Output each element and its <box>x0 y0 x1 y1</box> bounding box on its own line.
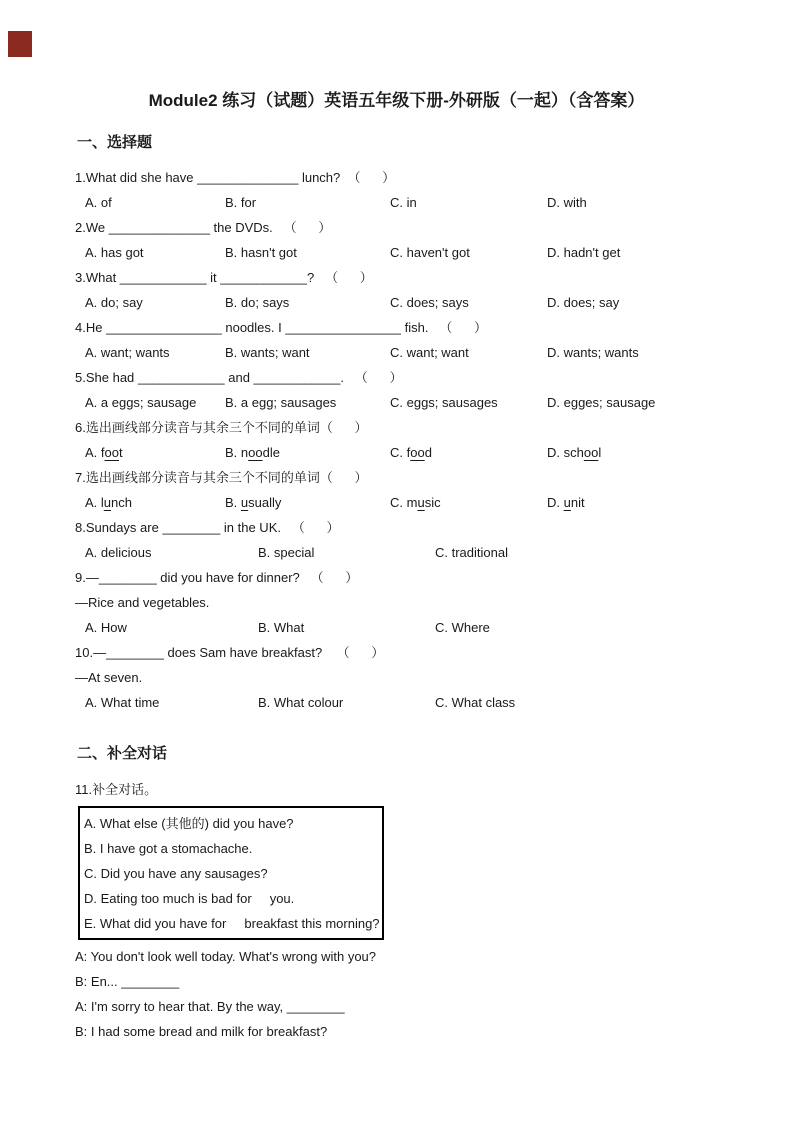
option-a: A. How <box>85 620 127 635</box>
question-7-options <box>75 490 753 515</box>
option-d: D. egges; sausage <box>547 395 656 410</box>
option-a: A. delicious <box>85 545 152 560</box>
underlined-letters: u <box>417 495 425 510</box>
question-2-text: 2.We ______________ the DVDs. （ ） <box>75 220 332 235</box>
underlined-letters: oo <box>248 445 263 460</box>
option-a: A. do; say <box>85 295 143 310</box>
underlined-letters: oo <box>410 445 425 460</box>
option-c: C. does; says <box>390 295 469 310</box>
question-9-options <box>75 615 753 640</box>
question-6-text: 6.选出画线部分读音与其余三个不同的单词（ ） <box>75 420 368 435</box>
question-4-text: 4.He ________________ noodles. I ________________ fish. （ ） <box>75 320 487 335</box>
underlined-letters: u <box>103 495 112 510</box>
option-c: C. What class <box>435 695 516 710</box>
box-item-b: B. I have got a stomachache. <box>84 841 253 856</box>
dialogue-section <box>75 777 753 1044</box>
question-5-options <box>75 390 753 415</box>
box-item-d: D. Eating too much is bad for you. <box>84 891 295 906</box>
question-4-options <box>75 340 753 365</box>
option-b: B. What <box>258 620 305 635</box>
question-10-options <box>75 690 753 715</box>
question-3-text: 3.What ____________ it ____________? （ ） <box>75 270 373 285</box>
section-1-heading: 一、选择题 <box>77 134 153 151</box>
question-5-text: 5.She had ____________ and ____________. （ ） <box>75 370 403 385</box>
option-b: B. a egg; sausages <box>225 395 337 410</box>
dialogue-line-1: A: You don't look well today. What's wrong with you? <box>75 949 377 964</box>
option-b: B. hasn't got <box>225 245 297 260</box>
option-b: B. usually <box>225 495 282 510</box>
dialogue-line-2: B: En... ________ <box>75 974 180 989</box>
option-d: D. wants; wants <box>547 345 639 360</box>
option-a: A. a eggs; sausage <box>85 395 197 410</box>
corner-red-mark <box>8 31 32 57</box>
question-7-text: 7.选出画线部分读音与其余三个不同的单词（ ） <box>75 470 368 485</box>
option-a: A. has got <box>85 245 144 260</box>
option-a: A. want; wants <box>85 345 170 360</box>
question-11-text: 11.补全对话。 <box>75 782 158 797</box>
box-item-a: A. What else (其他的) did you have? <box>84 816 294 831</box>
option-d: D. unit <box>547 495 585 510</box>
underlined-letters: u <box>240 495 249 510</box>
option-c: C. music <box>390 495 441 510</box>
option-d: D. does; say <box>547 295 620 310</box>
page-title: Module2 练习（试题）英语五年级下册-外研版（一起）（含答案） <box>148 91 645 110</box>
question-9-text: 9.—________ did you have for dinner? （ ） <box>75 570 359 585</box>
option-a: A. What time <box>85 695 160 710</box>
option-c: C. traditional <box>435 545 508 560</box>
dialogue-line-4: B: I had some bread and milk for breakfast? <box>75 1024 328 1039</box>
option-c: C. in <box>390 195 417 210</box>
option-c: C. haven't got <box>390 245 470 260</box>
option-d: D. with <box>547 195 587 210</box>
question-10-text: 10.—________ does Sam have breakfast? （ ） <box>75 645 385 660</box>
dialogue-options-box <box>78 806 384 940</box>
question-10-reply: —At seven. <box>75 670 143 685</box>
question-8-text: 8.Sundays are ________ in the UK. （ ） <box>75 520 340 535</box>
option-b: B. noodle <box>225 445 280 460</box>
question-1-options <box>75 190 753 215</box>
option-d: D. hadn't get <box>547 245 621 260</box>
option-a: A. lunch <box>85 495 132 510</box>
section-2-heading: 二、补全对话 <box>77 745 168 762</box>
option-b: B. special <box>258 545 315 560</box>
option-b: B. for <box>225 195 257 210</box>
option-c: C. want; want <box>390 345 469 360</box>
option-c: C. Where <box>435 620 490 635</box>
option-c: C. eggs; sausages <box>390 395 498 410</box>
box-item-e: E. What did you have for breakfast this morning? <box>84 916 380 931</box>
option-b: B. wants; want <box>225 345 310 360</box>
question-3-options <box>75 290 753 315</box>
question-8-options <box>75 540 753 565</box>
multiple-choice-section <box>75 165 753 715</box>
question-9-reply: —Rice and vegetables. <box>75 595 210 610</box>
question-6-options <box>75 440 753 465</box>
option-d: D. school <box>547 445 602 460</box>
box-item-c: C. Did you have any sausages? <box>84 866 268 881</box>
underlined-letters: oo <box>583 445 599 460</box>
underlined-letters: oo <box>104 445 119 460</box>
option-b: B. What colour <box>258 695 344 710</box>
question-2-options <box>75 240 753 265</box>
option-a: A. foot <box>85 445 123 460</box>
option-a: A. of <box>85 195 112 210</box>
dialogue-line-3: A: I'm sorry to hear that. By the way, ________ <box>75 999 345 1014</box>
option-c: C. food <box>390 445 432 460</box>
question-1-text: 1.What did she have ______________ lunch? （ ） <box>75 170 396 185</box>
underlined-letters: u <box>563 495 571 510</box>
option-b: B. do; says <box>225 295 290 310</box>
